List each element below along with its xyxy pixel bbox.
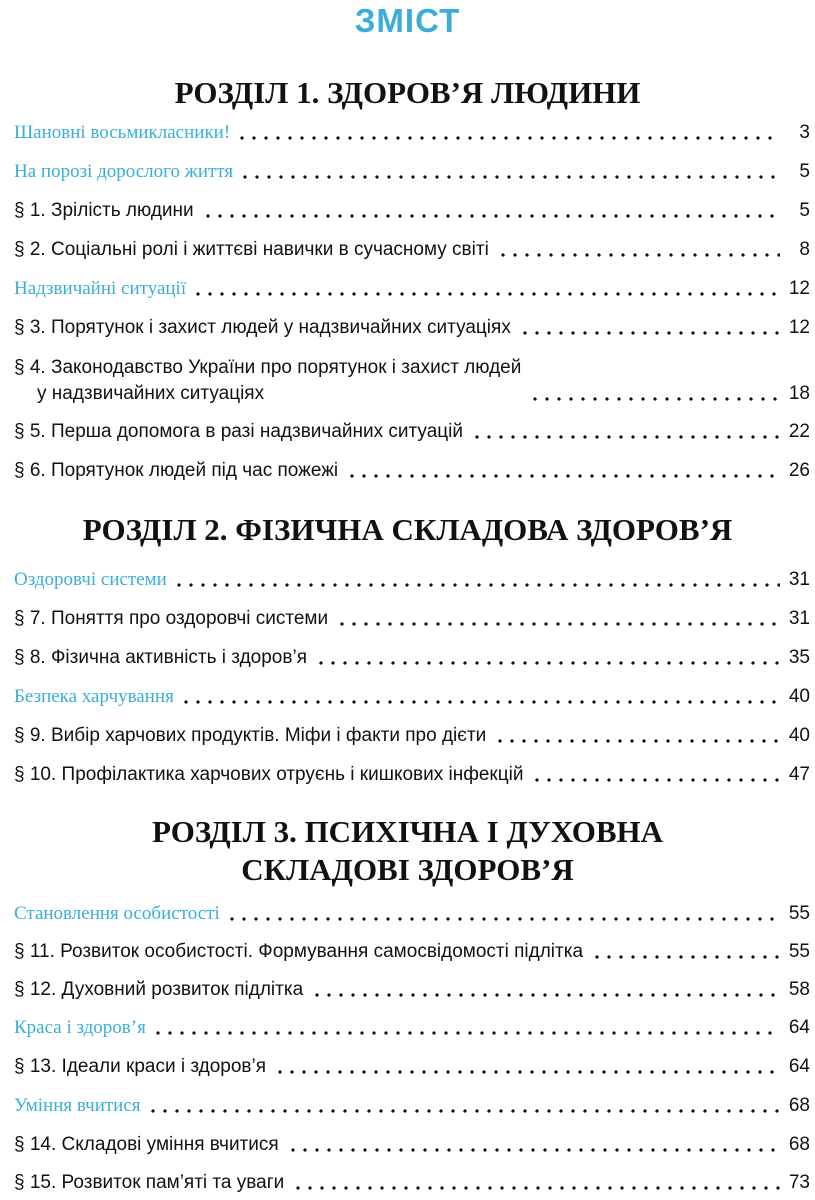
dot-leader — [497, 253, 780, 257]
toc-entry-title: На порозі дорослого життя — [14, 161, 234, 182]
toc-entry[interactable] — [14, 1011, 810, 1041]
toc-entry-page: 12 — [788, 278, 810, 299]
toc-entry[interactable] — [14, 758, 810, 788]
toc-entry-title: § 14. Складові уміння вчитися — [14, 1134, 279, 1155]
dot-leader — [519, 331, 780, 335]
toc-entry-page: 22 — [788, 421, 810, 442]
toc-entry-title: § 15. Розвиток пам’яті та уваги — [14, 1172, 285, 1193]
toc-entry-page: 73 — [788, 1172, 810, 1193]
toc-entry-page: 68 — [788, 1095, 810, 1116]
dot-leader — [236, 136, 780, 140]
toc-entry-page: 47 — [788, 764, 810, 785]
toc-entry-page: 31 — [788, 569, 810, 590]
toc-entry[interactable] — [14, 1128, 810, 1158]
dot-leader — [336, 622, 780, 626]
toc-entry-title: § 8. Фізична активність і здоров’я — [14, 647, 307, 668]
toc-entry-title: Оздоровчі системи — [14, 569, 167, 590]
toc-entry[interactable] — [14, 415, 810, 445]
dot-leader — [274, 1070, 780, 1074]
toc-entry[interactable] — [14, 563, 810, 593]
toc-entry[interactable] — [14, 641, 810, 671]
toc-entry-page: 3 — [799, 122, 810, 143]
section-title: РОЗДІЛ 3. ПСИХІЧНА І ДУХОВНА — [151, 814, 663, 849]
toc-entry-title: § 1. Зрілість людини — [14, 200, 194, 221]
toc-entry[interactable] — [14, 602, 810, 632]
toc-entry-page: 8 — [799, 239, 810, 260]
toc-entry-page: 18 — [788, 383, 810, 404]
dot-leader — [226, 917, 780, 921]
toc-entry-title: § 6. Порятунок людей під час пожежі — [14, 460, 339, 481]
toc-entry[interactable] — [14, 897, 810, 927]
dot-leader — [315, 661, 780, 665]
dot-leader — [311, 993, 780, 997]
dot-leader — [173, 583, 780, 587]
toc-entry-page: 31 — [788, 608, 810, 629]
toc-entry[interactable] — [14, 719, 810, 749]
toc-entry-page: 40 — [788, 725, 810, 746]
section-title: РОЗДІЛ 2. ФІЗИЧНА СКЛАДОВА ЗДОРОВ’Я — [82, 512, 733, 547]
toc-entry-title: § 13. Ідеали краси і здоров’я — [14, 1056, 267, 1077]
toc-entry[interactable] — [14, 194, 810, 224]
toc-entry-title-line1: § 4. Законодавство України про порятунок і захист людей — [14, 357, 522, 378]
toc-entry[interactable] — [14, 272, 810, 302]
toc-entry-title: Шановні восьмикласники! — [14, 122, 231, 143]
toc-entry-title: § 2. Соціальні ролі і життєві навички в сучасному світі — [14, 239, 489, 260]
dot-leader — [239, 175, 780, 179]
toc-entry-title: § 3. Порятунок і захист людей у надзвичайних ситуаціях — [14, 317, 511, 338]
toc-entry[interactable] — [14, 1166, 810, 1196]
toc-entry[interactable] — [14, 233, 810, 263]
toc-entry-title: Надзвичайні ситуації — [14, 278, 187, 299]
toc-entry-title: § 10. Профілактика харчових отруєнь і кишкових інфекцій — [14, 764, 524, 785]
toc-entry[interactable] — [14, 1089, 810, 1119]
toc-entry-page: 55 — [788, 941, 810, 962]
page-title: ЗМІСТ — [354, 2, 461, 39]
toc-entry-page: 40 — [788, 686, 810, 707]
toc-entry-title: Уміння вчитися — [14, 1095, 141, 1116]
toc-entry-page: 64 — [788, 1017, 810, 1038]
toc-entry[interactable] — [14, 454, 810, 484]
toc-entry-title: § 7. Поняття про оздоровчі системи — [14, 608, 329, 629]
dot-leader — [292, 1186, 780, 1190]
dot-leader — [192, 292, 780, 296]
toc-entry-page: 26 — [788, 460, 810, 481]
dot-leader — [147, 1109, 780, 1113]
dot-leader — [152, 1031, 780, 1035]
toc-entry-title: Безпека харчування — [14, 686, 174, 707]
dot-leader — [591, 955, 780, 959]
dot-leader — [287, 1148, 780, 1152]
toc-entry[interactable] — [14, 311, 810, 341]
dot-leader — [180, 700, 780, 704]
toc-entry-title: Краса і здоров’я — [14, 1017, 146, 1038]
dot-leader — [531, 778, 780, 782]
toc-entry-title: § 11. Розвиток особистості. Формування самосвідомості підлітка — [14, 941, 584, 962]
dot-leader — [494, 739, 780, 743]
toc-entry-page: 35 — [788, 647, 810, 668]
toc-entry-title-line2: у надзвичайних ситуаціях — [37, 383, 265, 404]
toc-entry[interactable] — [14, 935, 810, 965]
toc-entry-page: 64 — [788, 1056, 810, 1077]
toc-entry-title: Становлення особистості — [14, 903, 220, 924]
dot-leader — [529, 397, 780, 401]
section-title-line2: СКЛАДОВІ ЗДОРОВ’Я — [241, 852, 574, 887]
toc-entry-page: 5 — [799, 200, 810, 221]
toc-entry[interactable] — [14, 351, 810, 407]
toc-entry[interactable] — [14, 973, 810, 1003]
dot-leader — [471, 435, 780, 439]
toc-entry-page: 12 — [788, 317, 810, 338]
toc-entry-title — [14, 355, 521, 407]
toc-entry[interactable] — [14, 1050, 810, 1080]
toc-entry-page: 5 — [799, 161, 810, 182]
toc-entry-title: § 9. Вибір харчових продуктів. Міфи і факти про дієти — [14, 725, 487, 746]
toc-entry[interactable] — [14, 680, 810, 710]
dot-leader — [202, 214, 780, 218]
toc-entry[interactable] — [14, 116, 810, 146]
toc-entry-title: § 5. Перша допомога в разі надзвичайних ситуацій — [14, 421, 463, 442]
toc-entry-page: 68 — [788, 1134, 810, 1155]
toc-entry-title: § 12. Духовний розвиток підлітка — [14, 979, 304, 1000]
section-title: РОЗДІЛ 1. ЗДОРОВ’Я ЛЮДИНИ — [174, 75, 641, 110]
toc-entry-page: 58 — [788, 979, 810, 1000]
toc-entry-page: 55 — [788, 903, 810, 924]
toc-entry[interactable] — [14, 155, 810, 185]
dot-leader — [346, 474, 780, 478]
